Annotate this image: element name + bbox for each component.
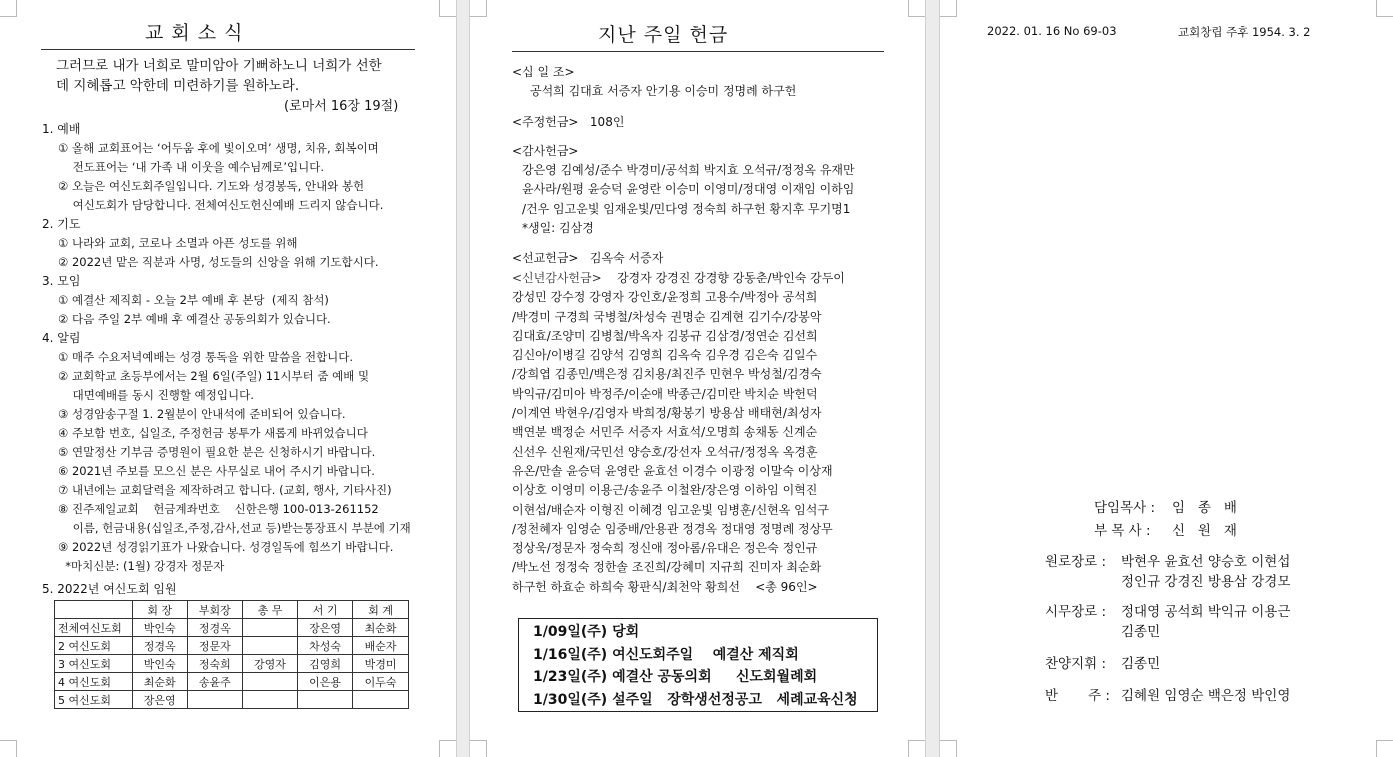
elder-row xyxy=(1045,654,1290,674)
offering-heading: <주정헌금> 108인 xyxy=(512,114,625,129)
table-cell: 송윤주 xyxy=(187,673,242,691)
donor-line: /건우 임고운빛 임재운빛/민다영 정숙희 하구헌 황지후 무기명1 xyxy=(522,201,851,216)
table-cell xyxy=(242,673,297,691)
table-cell: 배순자 xyxy=(353,637,409,655)
table-cell xyxy=(187,691,242,709)
table-cell: 최순화 xyxy=(132,673,187,691)
news-sections xyxy=(42,120,411,576)
table-cell: 4 여신도회 xyxy=(55,673,133,691)
table-cell xyxy=(353,691,409,709)
donor-line: /박경미 구경희 국병철/차성숙 권명순 김계현 김기수/강봉악 xyxy=(512,309,822,324)
elder-role: 찬양지휘 : xyxy=(1045,656,1107,672)
table-cell: 2 여신도회 xyxy=(55,637,133,655)
section-heading: 4. 알림 xyxy=(42,331,81,345)
donor-line: 박익규/김미아 박정주/이순애 박종근/김미란 박치순 박헌덕 xyxy=(512,386,818,401)
notice-line: 대면예배를 동시 진행할 예정입니다. xyxy=(58,388,254,402)
event-date: 1/30일(주) xyxy=(533,691,608,708)
table-cell: 5 여신도회 xyxy=(55,691,133,709)
donor-line xyxy=(512,269,845,288)
page-church-news xyxy=(0,0,456,757)
verse-line: 데 지혜롭고 악한데 미련하기를 원하노라. xyxy=(56,78,300,94)
officers-table xyxy=(54,600,409,709)
notice-line: ① 예결산 제직회 - 오늘 2부 예배 후 본당 (제직 참석) xyxy=(58,293,329,307)
crop-mark xyxy=(908,0,925,17)
table-row xyxy=(55,673,409,691)
newyear-offering xyxy=(512,269,845,597)
donor-names: 강경자 강경진 강경향 강동춘/박인숙 강두이 xyxy=(616,271,845,285)
staff-row xyxy=(1094,497,1237,520)
event-row xyxy=(533,689,858,712)
table-cell: 장은영 xyxy=(298,619,353,637)
table-header-cell: 회 장 xyxy=(132,601,187,619)
offering-heading: <십 일 조> xyxy=(512,65,575,79)
notice-line: ⑦ 내년에는 교회달력을 제작하려고 합니다. (교회, 행사, 기타사진) xyxy=(58,483,392,497)
event-row xyxy=(533,644,858,667)
donor-line: 윤사라/원평 윤승덕 윤영란 이승미 이영미/정대영 이재임 이하임 xyxy=(522,182,855,197)
donor-line: /강희엽 김종민/백은정 김치용/최진주 민현우 박성철/김경숙 xyxy=(512,367,822,382)
notice-line: ⑧ 진주제일교회 헌금계좌번호 신한은행 100-013-261152 xyxy=(58,502,379,516)
crop-mark xyxy=(470,740,487,757)
donor-line: 하구헌 하효순 하희숙 황판식/최천악 황희선 <총 96인> xyxy=(512,579,818,594)
table-cell: 강영자 xyxy=(242,655,297,673)
bulletin-date-number: 2022. 01. 16 No 69-03 xyxy=(987,24,1117,38)
elder-names xyxy=(1121,552,1290,592)
offering-heading: <신년감사헌금> xyxy=(512,271,602,285)
table-header-cell: 회 계 xyxy=(353,601,409,619)
donor-line: 김신아/이병길 김양석 김영희 김옥숙 김우경 김은숙 김일수 xyxy=(512,348,818,363)
elder-list xyxy=(1045,552,1290,718)
notice-line: 전도표어는 ‘내 가족 내 이웃을 예수님께로’입니다. xyxy=(58,160,325,174)
notice-line: 이름, 헌금내용(십일조,주정,감사,선교 등)받는통장표시 부분에 기재 xyxy=(58,521,411,535)
crop-mark xyxy=(439,740,456,757)
notice-line: ① 올해 교회표어는 ‘어두움 후에 빛이오며’ 생명, 치유, 회복이며 xyxy=(58,141,379,155)
church-founded: 교회창립 주후 1954. 3. 2 xyxy=(1178,25,1311,39)
table-row xyxy=(55,691,409,709)
page-offerings xyxy=(470,0,925,757)
page-title: 지난 주일 헌금 xyxy=(598,24,729,46)
staff-name: 임 종 배 xyxy=(1172,500,1237,516)
notice-line: ③ 성경암송구절 1. 2월분이 안내석에 준비되어 있습니다. xyxy=(58,407,346,421)
notice-line: ① 매주 수요저녁예배는 성경 통독을 위한 말씀을 전합니다. xyxy=(58,350,354,364)
table-cell: 3 여신도회 xyxy=(55,655,133,673)
event-text: 예결산 공동의회 신도회월례회 xyxy=(612,669,818,685)
notice-line: *마치신분: (1월) 강경자 정문자 xyxy=(58,559,225,573)
section-heading: 1. 예배 xyxy=(42,122,81,136)
elder-role: 원로장로 : xyxy=(1045,554,1107,570)
staff-name: 신 원 재 xyxy=(1172,523,1237,539)
officers-title: 5. 2022년 여신도회 임원 xyxy=(42,582,177,596)
event-text: 여신도회주일 예결산 제직회 xyxy=(612,646,799,663)
crop-mark xyxy=(1376,740,1393,757)
verse-reference: (로마서 16장 19절) xyxy=(284,99,399,114)
table-row xyxy=(55,619,409,637)
crop-mark xyxy=(940,0,957,17)
notice-line: ④ 주보함 번호, 십일조, 주정헌금 봉투가 새롭게 바뀌었습니다 xyxy=(58,426,368,440)
elder-row xyxy=(1045,552,1290,592)
donor-line: /박노선 정정숙 정한솔 조진희/강혜미 지규희 진미자 최순화 xyxy=(512,560,822,575)
elder-role: 반 주 : xyxy=(1045,688,1110,704)
notice-line: 여신도회가 담당합니다. 전체여신도헌신예배 드리지 않습니다. xyxy=(58,198,384,212)
table-cell: 장은영 xyxy=(132,691,187,709)
offering-heading: <감사헌금> xyxy=(512,143,579,158)
elder-name-line: 박현우 윤효선 양승호 이현섭 xyxy=(1121,554,1291,570)
offering-block xyxy=(512,113,855,132)
offering-block xyxy=(512,142,855,238)
donor-line: 김대효/조양미 김병철/박옥자 김봉규 김삼경/정연순 김선희 xyxy=(512,328,818,343)
elder-row xyxy=(1045,602,1290,642)
event-date: 1/09일(주) xyxy=(533,624,608,640)
donor-line: 신선우 신원재/국민선 양승호/강선자 오석규/정정옥 옥경훈 xyxy=(512,444,818,459)
crop-mark xyxy=(0,0,17,17)
donor-line: /이계연 박현우/김영자 박희정/황봉기 방용삼 배태현/최성자 xyxy=(512,406,822,421)
crop-mark xyxy=(1376,0,1393,17)
title-rule xyxy=(41,49,415,50)
table-cell: 정경옥 xyxy=(187,619,242,637)
event-text: 설주일 장학생선정공고 세례교육신청 xyxy=(612,691,858,708)
staff-role: 부 목 사 : xyxy=(1094,523,1151,539)
table-cell xyxy=(242,637,297,655)
event-row xyxy=(533,666,858,689)
elder-name-line: 정인규 강경진 방용삼 강경모 xyxy=(1121,574,1291,590)
page-staff xyxy=(940,0,1393,757)
table-cell: 정숙희 xyxy=(187,655,242,673)
offering-block xyxy=(512,63,855,102)
donor-line: 유온/만솔 윤승덕 윤영란 윤효선 이경수 이광정 이말숙 이상재 xyxy=(512,463,833,478)
elder-name-line: 김혜원 임영순 백은정 박인영 xyxy=(1121,688,1291,704)
table-cell: 박인숙 xyxy=(132,655,187,673)
elder-names xyxy=(1121,654,1160,674)
table-cell: 정문자 xyxy=(187,637,242,655)
donor-line: 이현섭/배순자 이형진 이혜경 임고운빛 임병훈/신현옥 임석구 xyxy=(512,502,829,517)
table-row xyxy=(55,655,409,673)
offering-heading: <선교헌금> 김옥숙 서증자 xyxy=(512,251,664,266)
section-heading: 3. 모임 xyxy=(42,274,81,288)
donor-line: 공석희 김대효 서증자 안기용 이승미 정명례 하구헌 xyxy=(530,84,797,99)
staff-row xyxy=(1094,520,1237,543)
crop-mark xyxy=(908,740,925,757)
event-date: 1/23일(주) xyxy=(533,669,608,685)
events-box xyxy=(518,618,878,712)
page-title: 교 회 소 식 xyxy=(145,22,244,44)
donor-line: 강성민 강수정 강영자 강인호/윤정희 고용수/박정아 공석희 xyxy=(512,290,818,305)
donor-line: 정상욱/정문자 정숙희 정신애 정아롬/유대은 정은숙 정인규 xyxy=(512,541,818,556)
table-cell xyxy=(298,691,353,709)
table-header-cell xyxy=(55,601,133,619)
table-header-cell: 총 무 xyxy=(242,601,297,619)
elder-names xyxy=(1121,686,1290,706)
notice-line: ② 교회학교 초등부에서는 2월 6일(주일) 11시부터 줌 예배 및 xyxy=(58,369,370,383)
table-row xyxy=(55,637,409,655)
crop-mark xyxy=(0,740,17,757)
elder-row xyxy=(1045,686,1290,706)
elder-name-line: 김종민 xyxy=(1121,656,1161,672)
elder-names xyxy=(1121,602,1290,642)
table-cell xyxy=(242,691,297,709)
elder-name-line: 정대영 공석희 박익규 이용근 xyxy=(1121,604,1291,620)
crop-mark xyxy=(940,740,957,757)
table-header-cell: 서 기 xyxy=(298,601,353,619)
scripture-verse xyxy=(56,56,382,96)
offering-block xyxy=(512,249,855,268)
table-cell: 박경미 xyxy=(353,655,409,673)
event-text: 당회 xyxy=(612,624,640,640)
offering-blocks xyxy=(512,63,855,280)
donor-line: 백연분 백정순 서민주 서증자 서효석/오명희 송채동 신계순 xyxy=(512,425,818,440)
donor-line: *생일: 김삼경 xyxy=(522,221,594,236)
table-cell: 정경옥 xyxy=(132,637,187,655)
table-cell: 전체여신도회 xyxy=(55,619,133,637)
table-cell: 박인숙 xyxy=(132,619,187,637)
notice-line: ② 다음 주일 2부 예배 후 예결산 공동의회가 있습니다. xyxy=(58,312,331,326)
table-cell: 최순화 xyxy=(353,619,409,637)
table-cell: 차성숙 xyxy=(298,637,353,655)
section-heading: 2. 기도 xyxy=(42,217,81,231)
table-cell xyxy=(242,619,297,637)
donor-line: 이상호 이영미 이용근/송윤주 이철완/장은영 이하임 이혁진 xyxy=(512,483,818,498)
table-header-cell: 부회장 xyxy=(187,601,242,619)
notice-line: ① 나라와 교회, 코로나 소멸과 아픈 성도를 위해 xyxy=(58,236,298,250)
table-cell: 이은용 xyxy=(298,673,353,691)
notice-line: ② 2022년 맡은 직분과 사명, 성도들의 신앙을 위해 기도합시다. xyxy=(58,255,379,269)
table-cell: 이두숙 xyxy=(353,673,409,691)
notice-line: ② 오늘은 여신도회주일입니다. 기도와 성경봉독, 안내와 봉헌 xyxy=(58,179,365,193)
crop-mark xyxy=(470,0,487,17)
notice-line: ⑥ 2021년 주보를 모으신 분은 사무실로 내어 주시기 바랍니다. xyxy=(58,464,375,478)
event-row xyxy=(533,621,858,644)
notice-line: ⑨ 2022년 성경읽기표가 나왔습니다. 성경일독에 힘쓰기 바랍니다. xyxy=(58,540,394,554)
donor-line: /정천혜자 임영순 임중배/안용관 정경옥 정대영 정명례 정상무 xyxy=(512,521,833,536)
table-header-row xyxy=(55,601,409,619)
event-date: 1/16일(주) xyxy=(533,646,608,663)
pastor-list xyxy=(1094,497,1237,543)
table-cell: 김영희 xyxy=(298,655,353,673)
staff-role: 담임목사 : xyxy=(1094,500,1156,516)
verse-line: 그러므로 내가 너희로 말미암아 기뻐하노니 너희가 선한 xyxy=(56,58,382,74)
crop-mark xyxy=(439,0,456,17)
elder-name-line: 김종민 xyxy=(1121,624,1161,640)
notice-line: ⑤ 연말정산 기부금 증명원이 필요한 분은 신청하시기 바랍니다. xyxy=(58,445,376,459)
donor-line: 강은영 김예성/준수 박경미/공석희 박지효 오석규/정정옥 유재만 xyxy=(522,163,855,178)
elder-role: 시무장로 : xyxy=(1045,604,1107,620)
title-rule xyxy=(512,51,884,52)
